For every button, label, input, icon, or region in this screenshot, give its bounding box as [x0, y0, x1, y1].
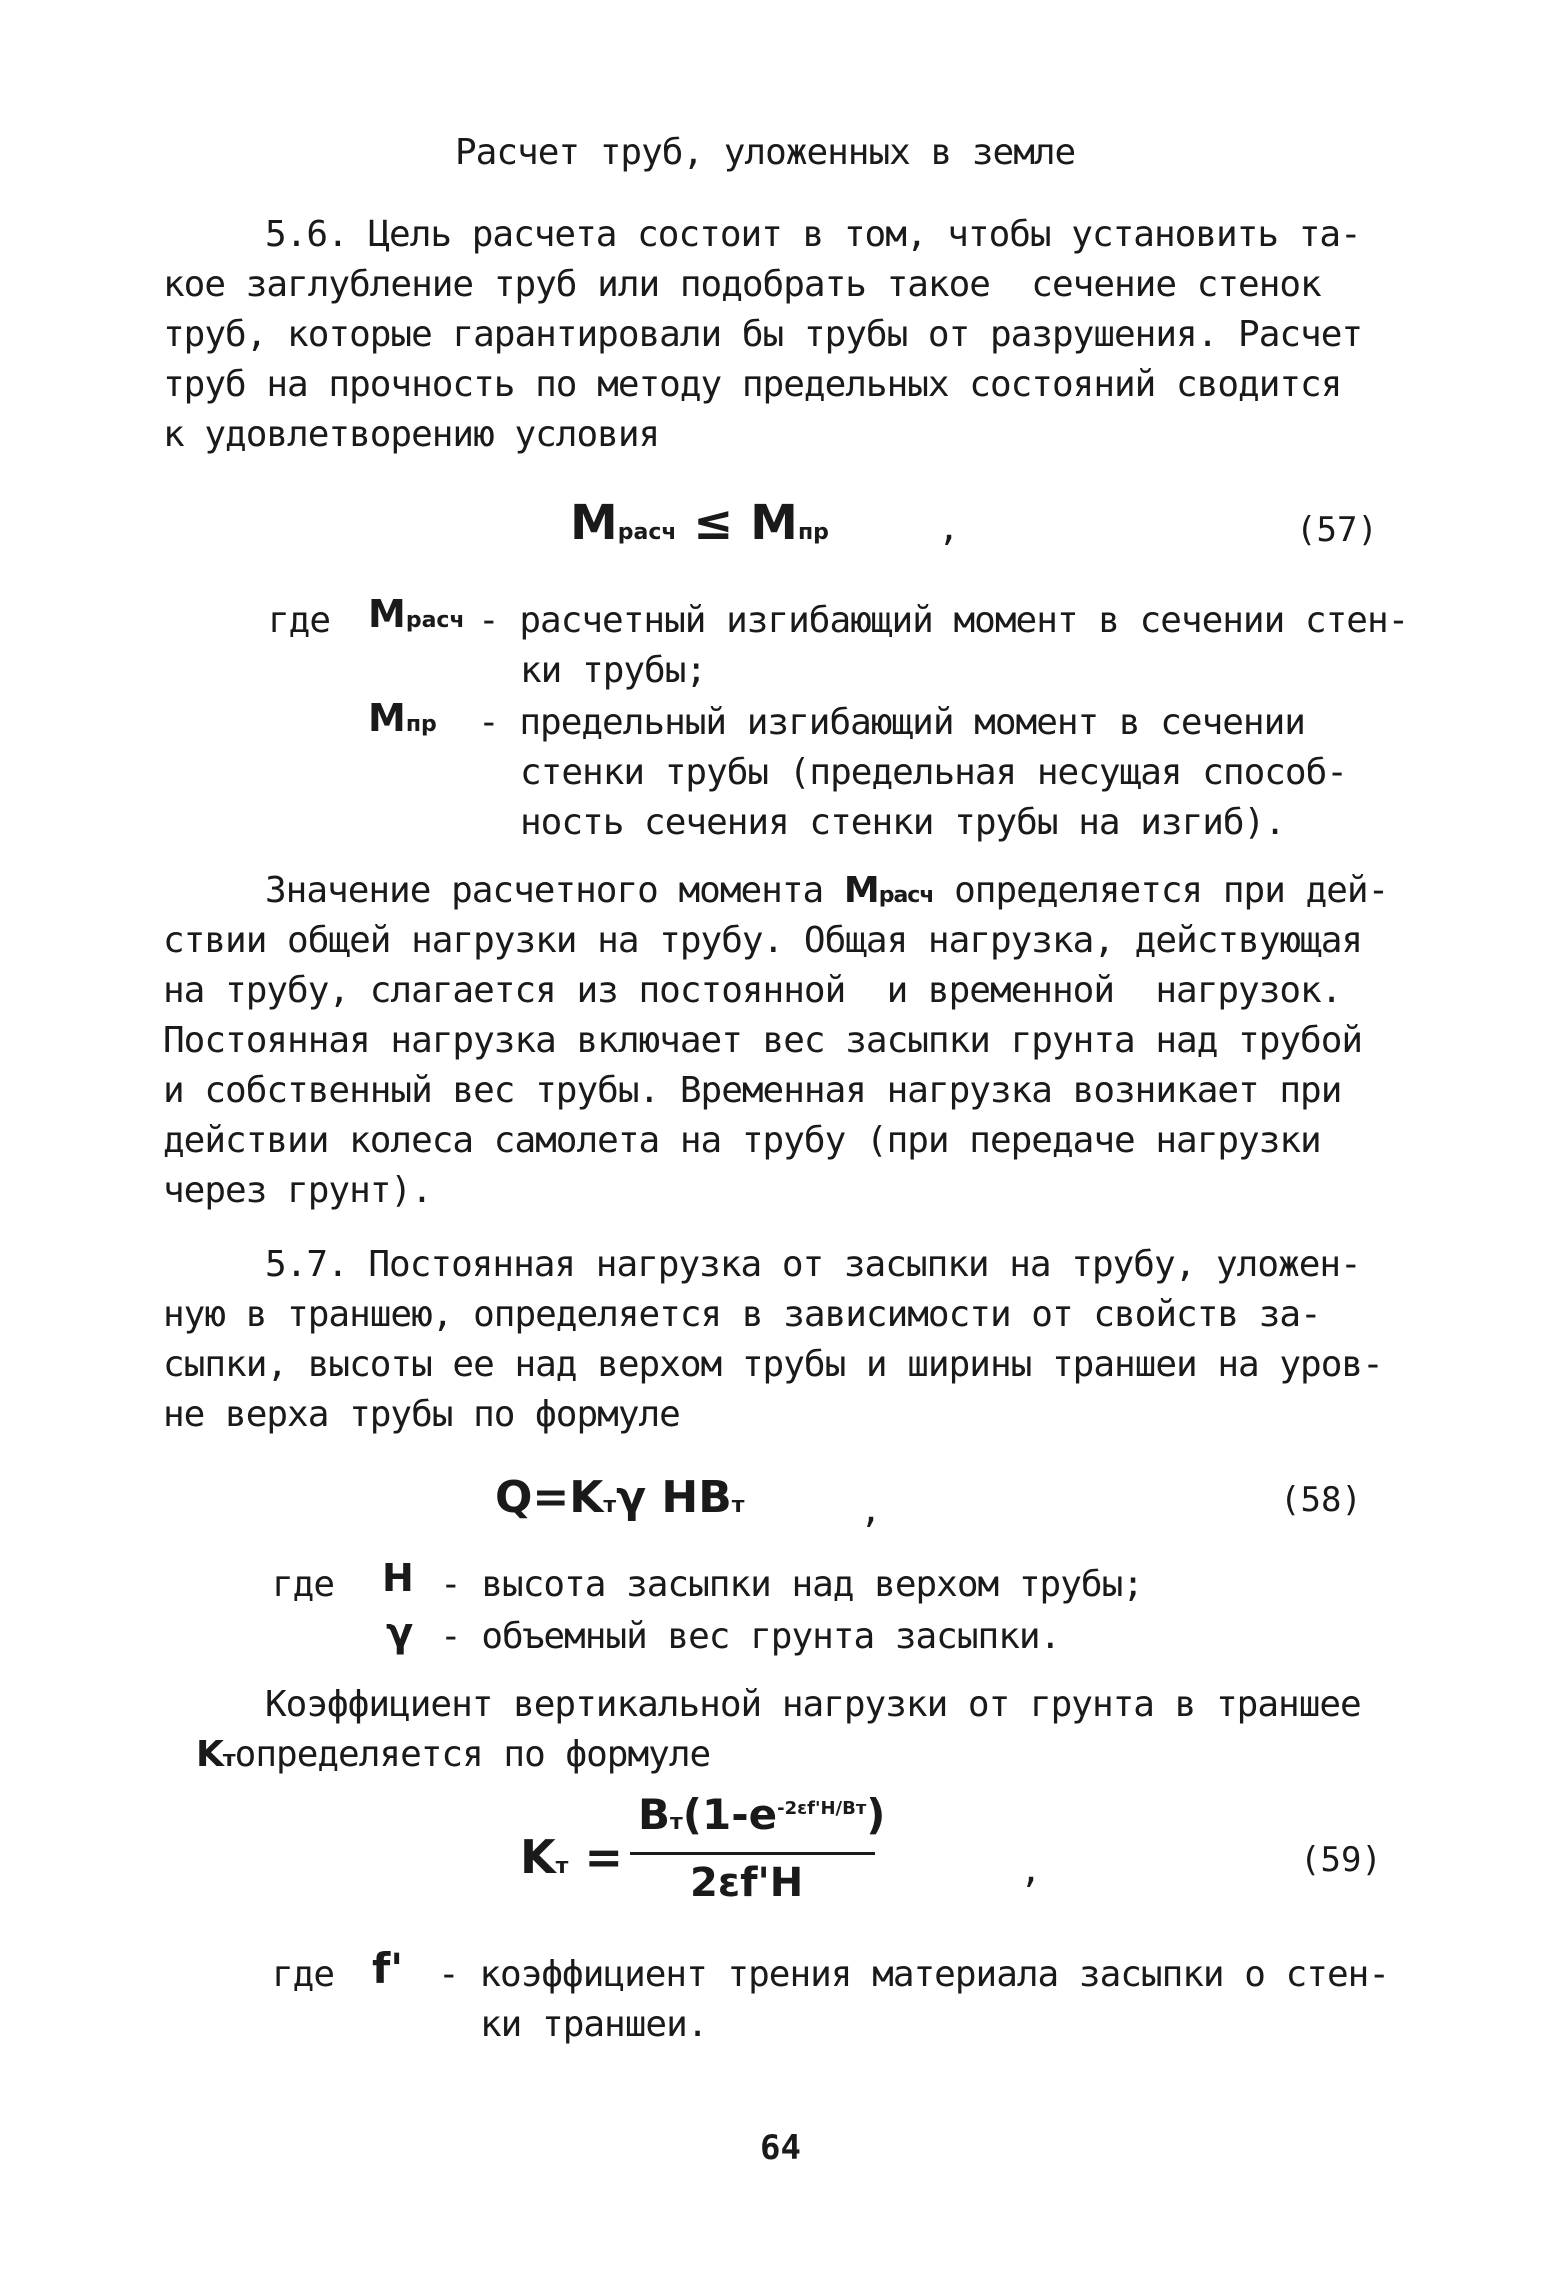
symbol-f-prime: f' — [372, 1944, 404, 1993]
equation-59-denominator: 2εf'H — [690, 1860, 804, 1906]
where-57-label: где — [268, 600, 331, 641]
equation-59-number: (59) — [1300, 1840, 1382, 1880]
para-coef-line-2: Kтопределяется по формуле — [196, 1734, 711, 1775]
para-5-7-line-2: ную в траншею, определяется в зависимости от свойств за- — [163, 1294, 1321, 1335]
where-58-def2: - объемный вес грунта засыпки. — [440, 1616, 1061, 1657]
para-5-6-line-1: 5.6. Цель расчета состоит в том, чтобы установить та- — [265, 214, 1361, 255]
fraction-bar — [630, 1852, 875, 1855]
where-59-def-line-2: ки траншеи. — [480, 2004, 708, 2045]
equation-58: Q=Kтγ HBт — [495, 1472, 745, 1523]
para-value-line-5: и собственный вес трубы. Временная нагрузка возникает при — [163, 1070, 1342, 1111]
where-57-def1-line-1: - расчетный изгибающий момент в сечении стен- — [478, 600, 1409, 641]
para-5-6-line-5: к удовлетворению условия — [163, 414, 660, 455]
symbol-gamma: γ — [386, 1610, 414, 1656]
para-5-7-line-1: 5.7. Постоянная нагрузка от засыпки на трубу, уложен- — [265, 1244, 1361, 1285]
symbol-h: H — [382, 1556, 414, 1600]
where-58-label: где — [272, 1564, 335, 1605]
para-value-line-4: Постоянная нагрузка включает вес засыпки грунта над трубой — [163, 1020, 1363, 1061]
para-value-line-2: ствии общей нагрузки на трубу. Общая нагрузка, действующая — [163, 920, 1363, 961]
equation-57: Mрасч ≤ Mпр — [570, 495, 829, 551]
equation-57-number: (57) — [1296, 510, 1378, 550]
para-value-line-6: действии колеса самолета на трубу (при передаче нагрузки — [163, 1120, 1321, 1161]
where-57-def2-line-2: стенки трубы (предельная несущая способ- — [520, 752, 1347, 793]
where-59-def-line-1: - коэффициент трения материала засыпки о стен- — [438, 1954, 1389, 1995]
page-number: 64 — [760, 2128, 801, 2168]
para-5-6-line-4: труб на прочность по методу предельных состояний сводится — [163, 364, 1342, 405]
where-57-def2-line-3: ность сечения стенки трубы на изгиб). — [520, 802, 1285, 843]
para-5-6-line-2: кое заглубление труб или подобрать такое сечение стенок — [163, 264, 1321, 305]
para-coef-line-1: Коэффициент вертикальной нагрузки от грунта в траншее — [265, 1684, 1361, 1725]
para-5-7-line-4: не верха трубы по формуле — [163, 1394, 680, 1435]
equation-58-number: (58) — [1280, 1480, 1362, 1520]
para-value-line-7: через грунт). — [163, 1170, 432, 1211]
equation-57-comma: , — [938, 508, 960, 549]
symbol-m-limit: Mпр — [368, 696, 437, 740]
para-5-7-line-3: сыпки, высоты ее над верхом трубы и ширины траншеи на уров- — [163, 1344, 1383, 1385]
equation-59-comma: , — [1020, 1850, 1042, 1891]
para-value-line-3: на трубу, слагается из постоянной и временной нагрузок. — [163, 970, 1342, 1011]
equation-59-fraction — [630, 1790, 886, 1920]
where-57-def1-line-2: ки трубы; — [520, 650, 707, 691]
equation-59-numerator: $Bт(1-e^{-2\varepsilon f'H/Bт})$ — [638, 1790, 886, 1839]
para-value-line-1: Значение расчетного момента Mрасч определяется при дей- — [265, 870, 1389, 911]
symbol-m-calc: Mрасч — [368, 592, 465, 636]
where-59-label: где — [272, 1954, 335, 1995]
where-58-def1: - высота засыпки над верхом трубы; — [440, 1564, 1143, 1605]
equation-58-comma: , — [860, 1490, 882, 1531]
where-57-def2-line-1: - предельный изгибающий момент в сечении — [478, 702, 1305, 743]
para-5-6-line-3: труб, которые гарантировали бы трубы от разрушения. Расчет — [163, 314, 1363, 355]
equation-59-lhs: Kт = — [520, 1830, 623, 1884]
page-heading: Расчет труб, уложенных в земле — [455, 132, 1076, 173]
